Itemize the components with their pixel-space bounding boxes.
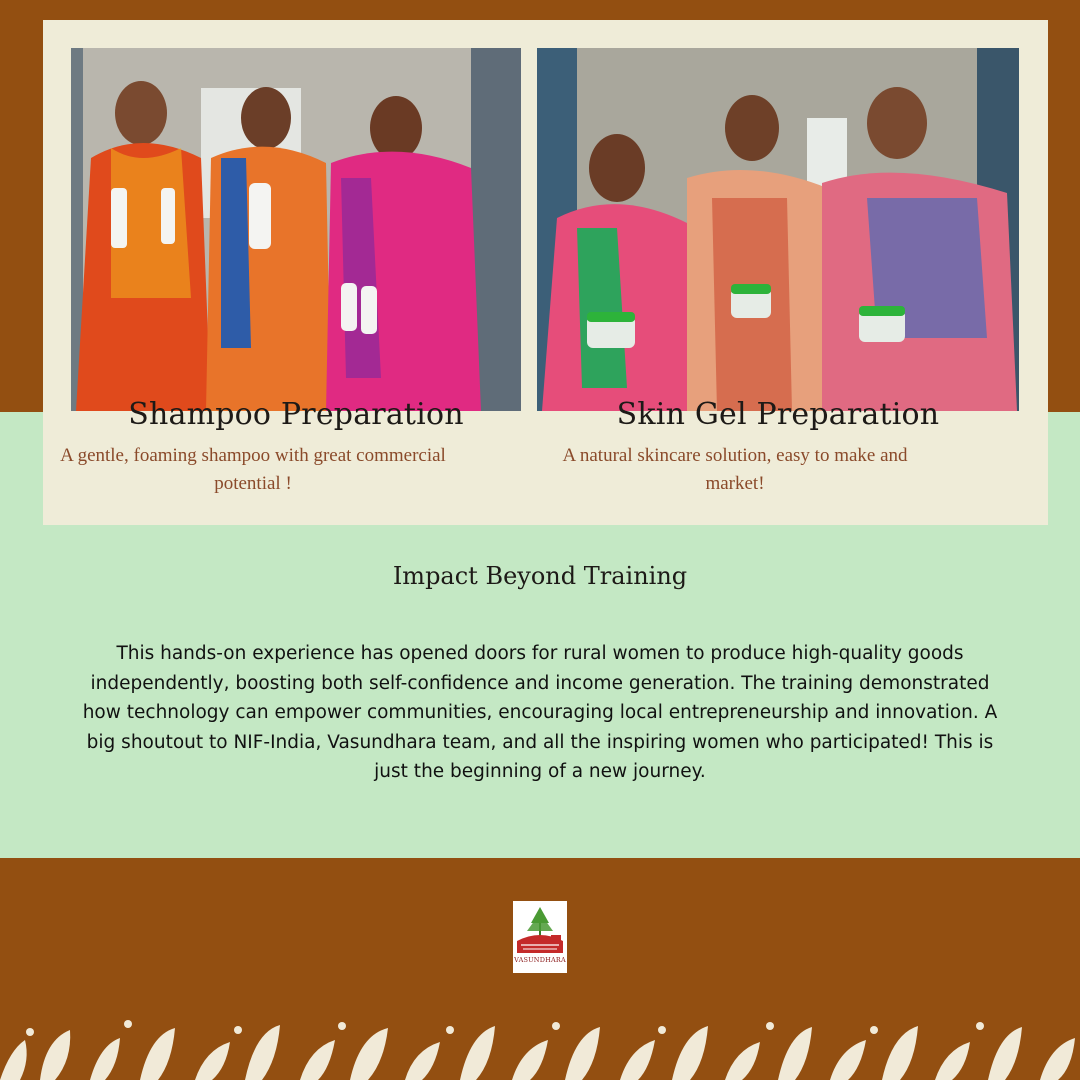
shampoo-subtitle: A gentle, foaming shampoo with great commercial potential !: [60, 445, 446, 494]
skin-gel-photo: [537, 48, 1019, 411]
shampoo-photo: [71, 48, 521, 411]
skin-gel-subtitle: A natural skincare solution, easy to make and market!: [562, 445, 908, 494]
skin-gel-title: Skin Gel Preparation: [616, 397, 940, 432]
impact-title: Impact Beyond Training: [392, 562, 688, 590]
shampoo-title: Shampoo Preparation: [128, 397, 464, 432]
logo-text: VASUNDHARA: [514, 956, 566, 964]
impact-body: This hands-on experience has opened doors for rural women to produce high-quality goods independently, boosting both self-confidence and income generation. The training demonstrated how technology can empower communities, encouraging local entrepreneurship and innovation. A big shoutout to NIF-India, Vasundhara team, and all the inspiring women who participated! This is just the beginning of a new journey.: [82, 643, 998, 782]
vasundhara-logo: [513, 901, 567, 973]
foliage-border: [0, 1010, 1080, 1080]
